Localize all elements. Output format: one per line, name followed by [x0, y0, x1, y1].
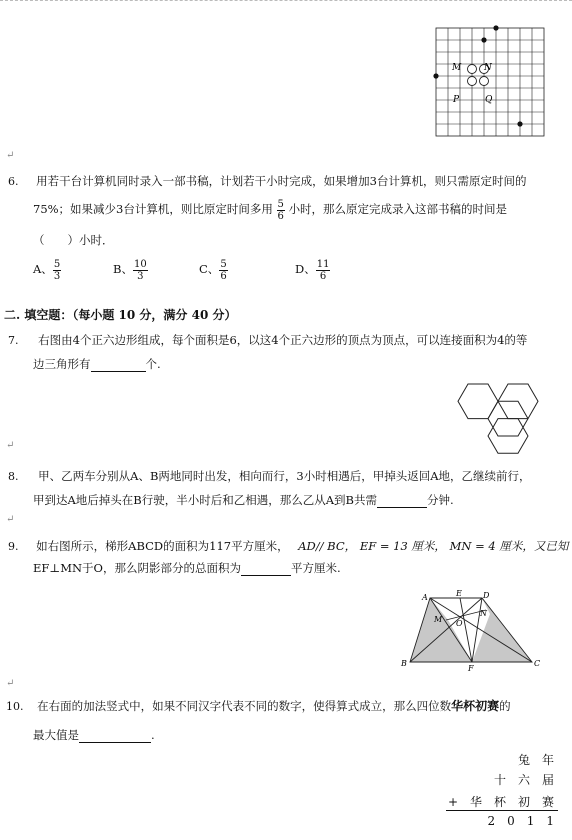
- section-2-title: 二. 填空题：（每小题 10 分，满分 40 分）: [4, 308, 237, 322]
- q8-line1: 8. 甲、乙两车分别从A、B两地同时出发，相向而行，3小时相遇后，甲掉头返回A地，乙继续前行，: [8, 469, 531, 483]
- grid-label-N: N: [484, 63, 492, 73]
- trap-label-C: C: [534, 659, 541, 668]
- return-mark: ↵: [6, 150, 15, 161]
- q6-number: 6.: [8, 175, 19, 188]
- trap-label-O: O: [456, 619, 463, 628]
- trap-label-N: N: [480, 609, 487, 618]
- q8-line2: 甲到达A地后掉头在B行驶，半小时后和乙相遇，那么乙从A到B共需 分钟.: [33, 493, 454, 507]
- q9-line2: EF⊥MN于O，那么阴影部分的总面积为 平方厘米.: [33, 561, 341, 575]
- trap-label-B: B: [401, 659, 407, 668]
- q10-line2: 最大值是 .: [33, 728, 155, 742]
- q6-fraction: $\frac{5}{6}$: [277, 198, 284, 222]
- trapezoid-figure: [396, 588, 548, 672]
- trap-label-M: M: [434, 615, 443, 624]
- addition-row-3: + 华 杯 初 赛: [447, 795, 554, 809]
- q8-answer-blank[interactable]: [377, 496, 427, 508]
- grid-circle: [480, 77, 489, 86]
- return-mark: ↵: [6, 678, 15, 689]
- grid-circle: [468, 65, 477, 74]
- grid-label-Q: Q: [485, 95, 493, 105]
- q6-line1: [8, 173, 526, 190]
- return-mark: ↵: [6, 514, 15, 525]
- q10-answer-blank[interactable]: [79, 731, 151, 743]
- q6-text-line2a: 75%；如果减少3台计算机，则比原定时间多用: [33, 202, 273, 216]
- q6-option-c[interactable]: C、 $\frac{5}{6}$: [199, 258, 227, 282]
- addition-row-2: 十 六 届: [493, 773, 554, 787]
- trap-label-E: E: [456, 589, 462, 598]
- addition-row-4: 2 0 1 1: [487, 814, 554, 828]
- grid-dot: [517, 121, 522, 126]
- q9-answer-blank[interactable]: [241, 564, 291, 576]
- q6-line2: [33, 196, 507, 222]
- q6-text-line2b: 小时，那么原定完成录入这部书稿的时间是: [288, 202, 508, 216]
- q10-line1: 10. 在右面的加法竖式中，如果不同汉字代表不同的数字，使得算式成立，那么四位数华杯初赛的: [6, 699, 511, 713]
- q9-line1: 9. 如右图所示，梯形ABCD的面积为117平方厘米， AD// BC， EF = 13 厘米， MN = 4 厘米，又已知: [8, 539, 569, 553]
- q6-text-line1: 用若干台计算机同时录入一部书稿，计划若干小时完成，如果增加3台计算机，则只需原定时间的: [36, 174, 527, 188]
- grid-label-M: M: [452, 63, 462, 73]
- q7-line1: 7. 右图由4个正六边形组成，每个面积是6，以这4个正六边形的顶点为顶点，可以连接面积为4的等: [8, 333, 528, 347]
- grid-dot: [481, 37, 486, 42]
- addition-row-1: 兔 年: [517, 753, 554, 767]
- q6-option-d[interactable]: D、 $\frac{11}{6}$: [295, 258, 330, 282]
- grid-dot: [433, 73, 438, 78]
- grid-figure: [428, 24, 548, 140]
- trap-label-F: F: [468, 664, 474, 672]
- q6-option-b[interactable]: B、 $\frac{10}{3}$: [113, 258, 147, 282]
- q7-line2: 边三角形有 个.: [33, 357, 161, 371]
- hexagon: [458, 384, 498, 419]
- hexagon-figure: [454, 382, 550, 460]
- q6-option-a[interactable]: A、 $\frac{5}{3}$: [33, 258, 61, 282]
- shaded-region-left: [410, 598, 472, 662]
- addition-sum-line: [446, 810, 558, 811]
- q6-line3: （ ）小时．: [33, 233, 114, 247]
- grid-circle: [468, 77, 477, 86]
- grid-label-P: P: [453, 95, 460, 105]
- grid-dot: [493, 25, 498, 30]
- trap-label-D: D: [483, 591, 490, 600]
- trap-label-A: A: [422, 593, 428, 602]
- page-top-border: [0, 0, 572, 1]
- return-mark: ↵: [6, 440, 15, 451]
- q6-options: [33, 256, 330, 282]
- q7-answer-blank[interactable]: [91, 360, 146, 372]
